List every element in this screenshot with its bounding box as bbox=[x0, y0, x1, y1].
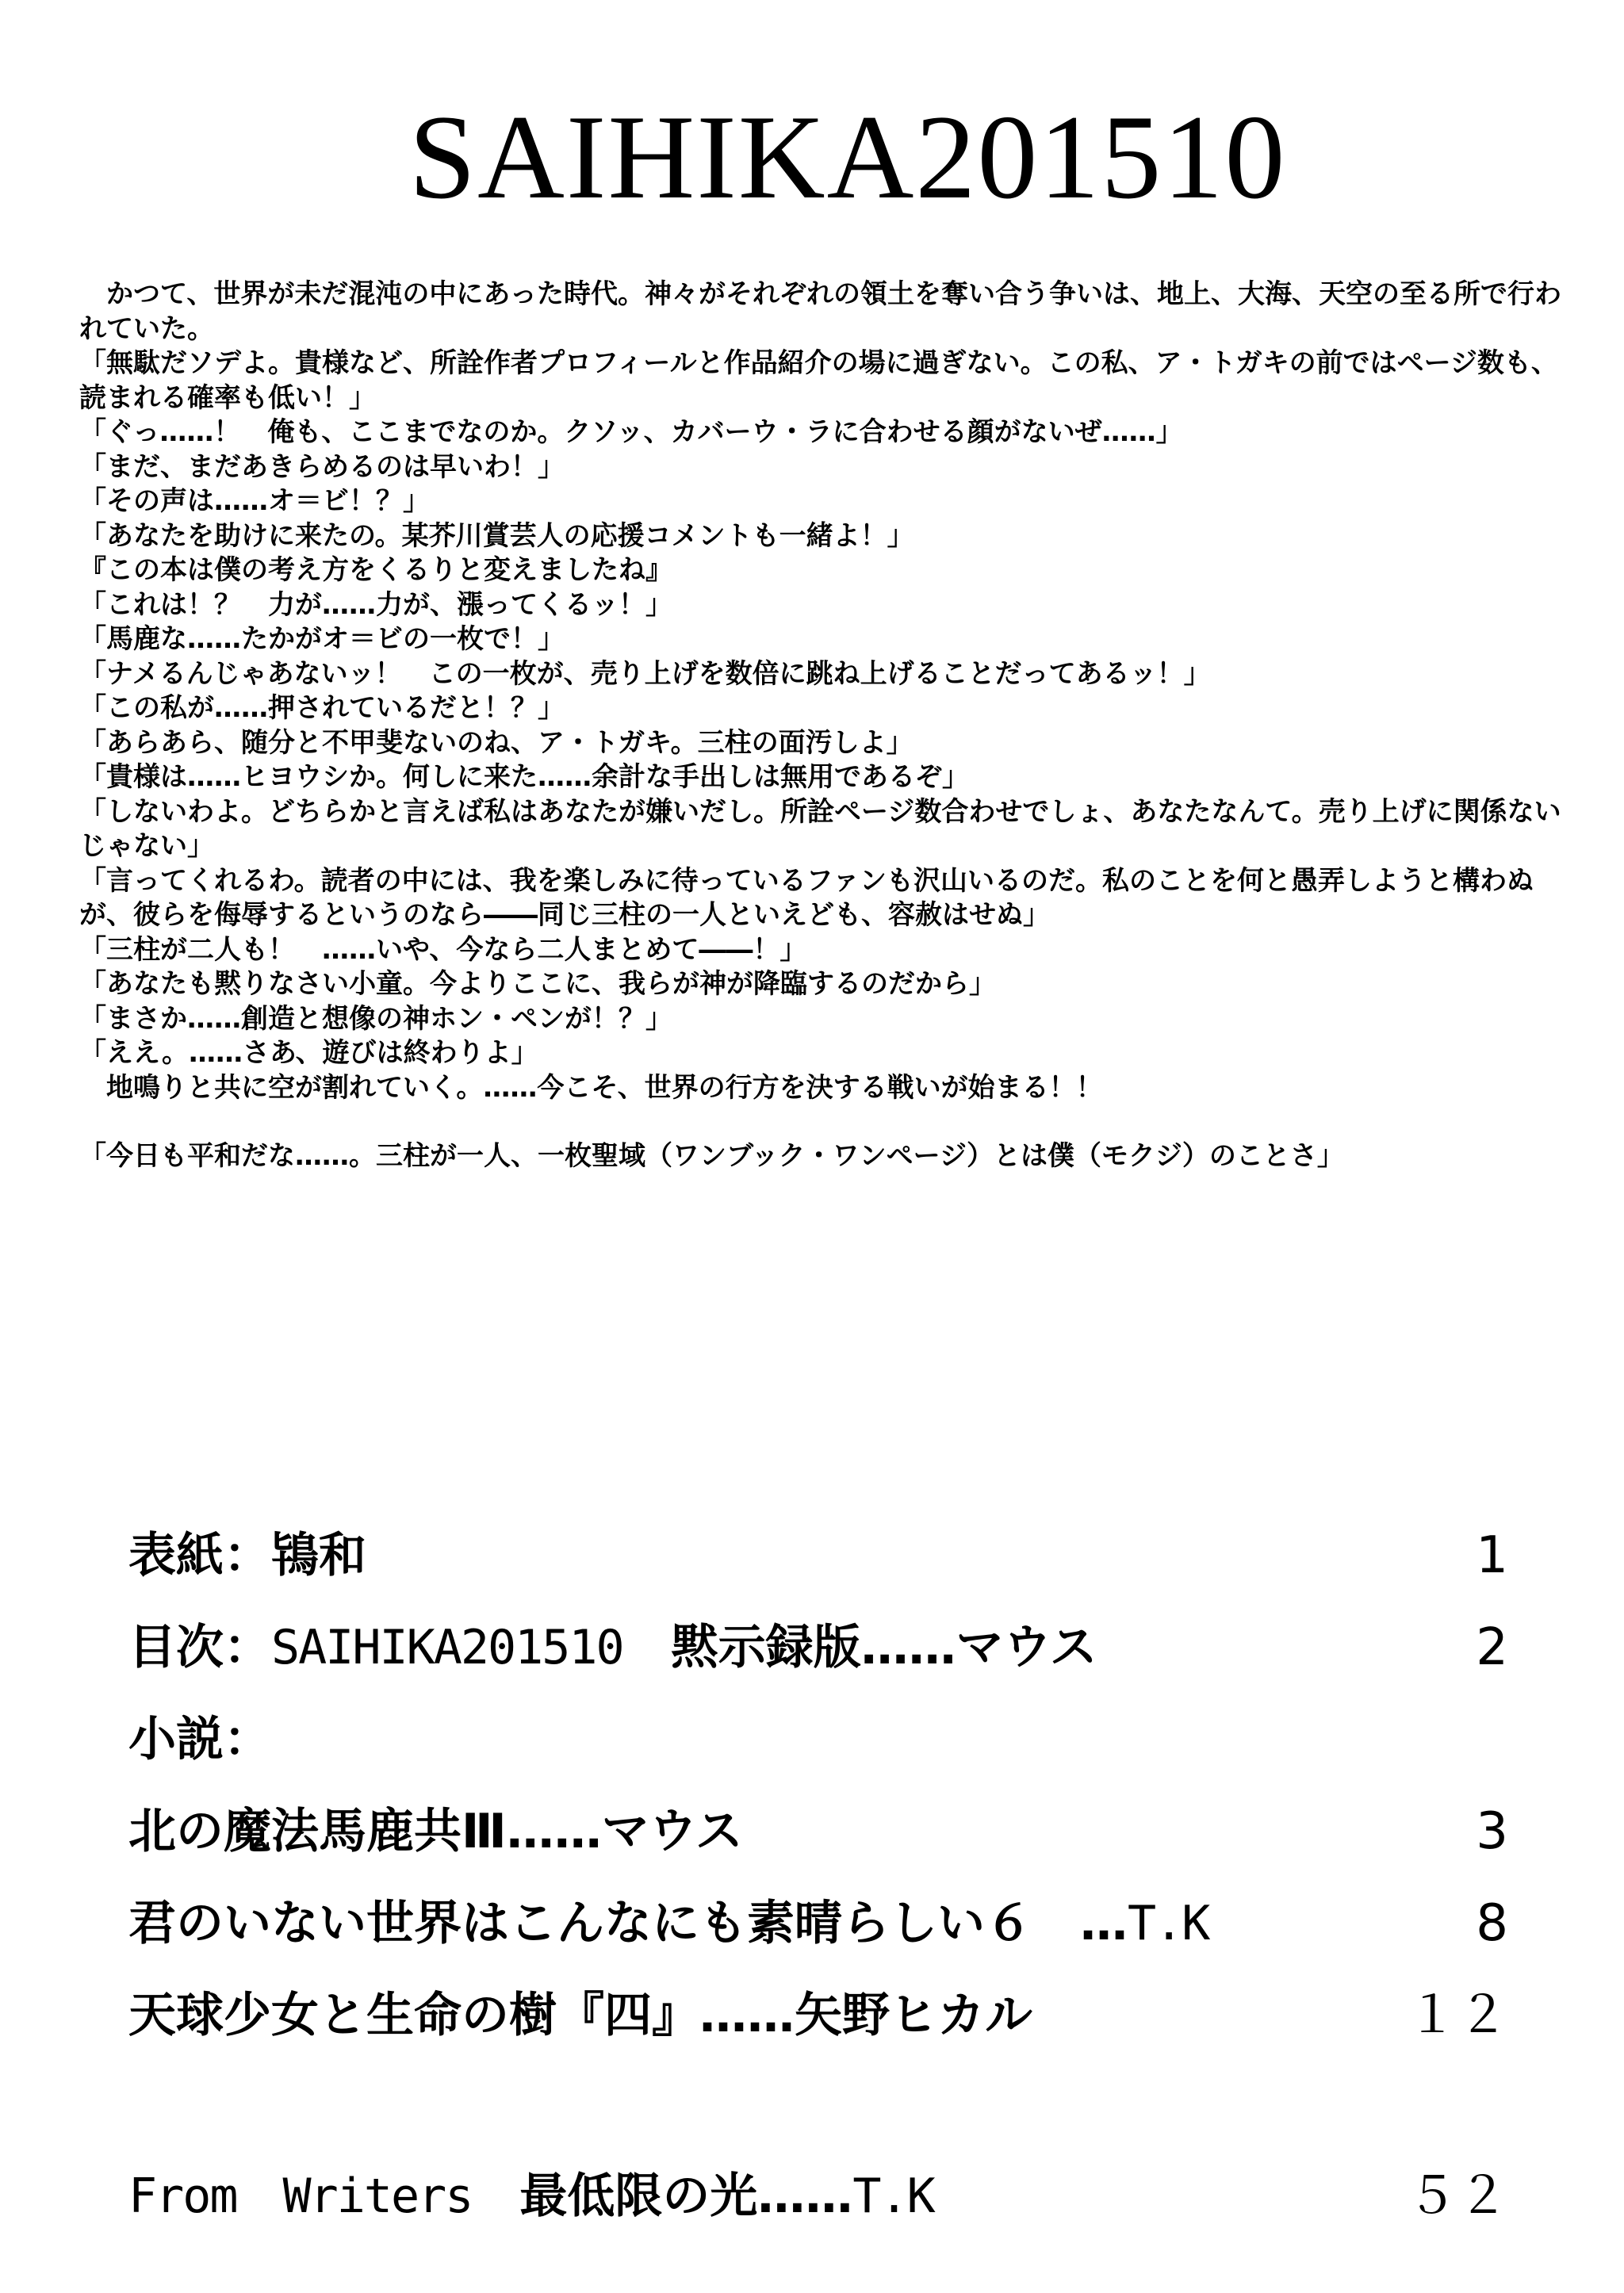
story-paragraph: 「この私が……押されているだと！？」 bbox=[79, 692, 565, 724]
story-paragraph: 「無駄だソデよ。貴様など、所詮作者プロフィールと作品紹介の場に過ぎない。この私、ア・トガキの前ではページ数も、読まれる確率も低い！」 bbox=[79, 347, 1558, 414]
toc-label-latin: From Writers bbox=[128, 2169, 473, 2224]
toc-page-number: 8 bbox=[1476, 1894, 1508, 1953]
toc-entry-novel bbox=[128, 1878, 1508, 1970]
toc-label: 目次： bbox=[128, 1620, 271, 1675]
toc-title: 天球少女と生命の樹『四』……矢野ヒカル bbox=[128, 1988, 1032, 2043]
story-paragraph: 「あらあら、随分と不甲斐ないのね、ア・トガキ。三柱の面汚しよ」 bbox=[79, 726, 914, 759]
toc-page-number: ５２ bbox=[1407, 2167, 1508, 2226]
toc-title-latin: T.K bbox=[852, 2169, 934, 2224]
story-paragraph: 「ええ。……さあ、遊びは終わりよ」 bbox=[79, 1037, 538, 1069]
story-paragraph: 「その声は……オ＝ビ！？」 bbox=[79, 485, 430, 517]
toc-title: 北の魔法馬鹿共Ⅲ……マウス bbox=[128, 1804, 743, 1859]
story-paragraph: 「しないわよ。どちらかと言えば私はあなたが嫌いだし。所詮ページ数合わせでしょ、あなたなんて。売り上げに関係ないじゃない」 bbox=[79, 795, 1561, 862]
toc-title: 鴇和 bbox=[271, 1528, 366, 1583]
story-paragraph: 「ナメるんじゃあないッ！ この一枚が、売り上げを数倍に跳ね上げることだってあるッ！」 bbox=[79, 657, 1211, 690]
toc-page-number: １２ bbox=[1407, 1986, 1508, 2045]
story-paragraph: 「これは！？ 力が……力が、漲ってくるッ！」 bbox=[79, 588, 672, 621]
toc-entry-contents bbox=[128, 1602, 1508, 1694]
toc-entry-cover bbox=[128, 1510, 1508, 1602]
story-paragraph: 「ぐっ……！ 俺も、ここまでなのか。クソッ、カバーウ・ラに合わせる顔がないぜ……」 bbox=[79, 416, 1183, 448]
toc-page-number: 1 bbox=[1476, 1526, 1508, 1585]
story-paragraph: 「三柱が二人も！ ……いや、今なら二人まとめて――！」 bbox=[79, 933, 807, 966]
story-paragraph: 「まさか……創造と想像の神ホン・ペンが！？」 bbox=[79, 1002, 672, 1035]
story-text bbox=[79, 278, 1562, 1174]
story-paragraph: かつて、世界が未だ混沌の中にあった時代。神々がそれぞれの領土を奪い合う争いは、地上、大海、天空の至る所で行われていた。 bbox=[79, 278, 1561, 345]
story-paragraph: 地鳴りと共に空が割れていく。……今こそ、世界の行方を決する戦いが始まる！！ bbox=[106, 1071, 1103, 1104]
toc-section-novels bbox=[128, 1694, 1508, 1786]
page-title: SAIHIKA201510 bbox=[408, 90, 1287, 224]
story-paragraph: 「まだ、まだあきらめるのは早いわ！」 bbox=[79, 450, 565, 483]
toc-page-number: 3 bbox=[1476, 1802, 1508, 1861]
toc-title: 君のいない世界はこんなにも素晴らしい６ … bbox=[128, 1896, 1128, 1951]
toc-entry-from-writers bbox=[128, 2150, 1508, 2242]
story-paragraph: 「貴様は……ヒヨウシか。何しに来た……余計な手出しは無用であるぞ」 bbox=[79, 761, 969, 793]
toc-entry-novel bbox=[128, 1970, 1508, 2061]
story-paragraph: 「馬鹿な……たかがオ＝ビの一枚で！」 bbox=[79, 623, 565, 655]
table-of-contents bbox=[128, 1510, 1508, 2242]
toc-label: 小説： bbox=[128, 1712, 271, 1767]
toc-title: 最低限の光…… bbox=[472, 2169, 853, 2224]
toc-title-latin: T.K bbox=[1128, 1896, 1209, 1951]
story-paragraph: 『この本は僕の考え方をくるりと変えましたね』 bbox=[79, 554, 672, 586]
toc-entry-novel bbox=[128, 1786, 1508, 1878]
toc-label: 表紙： bbox=[128, 1528, 271, 1583]
story-paragraph: 「言ってくれるわ。読者の中には、我を楽しみに待っているファンも沢山いるのだ。私のことを何と愚弄しようと構わぬが、彼らを侮辱するというのなら――同じ三柱の一人といえども、容赦はせぬ」 bbox=[79, 864, 1534, 931]
story-paragraph: 「あなたを助けに来たの。某芥川賞芸人の応援コメントも一緒よ！」 bbox=[79, 519, 914, 552]
toc-page-number: 2 bbox=[1476, 1618, 1508, 1677]
toc-title: 黙示録版……マウス bbox=[622, 1620, 1097, 1675]
story-paragraph: 「あなたも黙りなさい小童。今よりここに、我らが神が降臨するのだから」 bbox=[79, 968, 996, 1000]
toc-title-latin: SAIHIKA201510 bbox=[271, 1620, 623, 1675]
story-epilogue: 「今日も平和だな……。三柱が一人、一枚聖域（ワンブック・ワンページ）とは僕（モクジ）のことさ」 bbox=[79, 1140, 1344, 1172]
